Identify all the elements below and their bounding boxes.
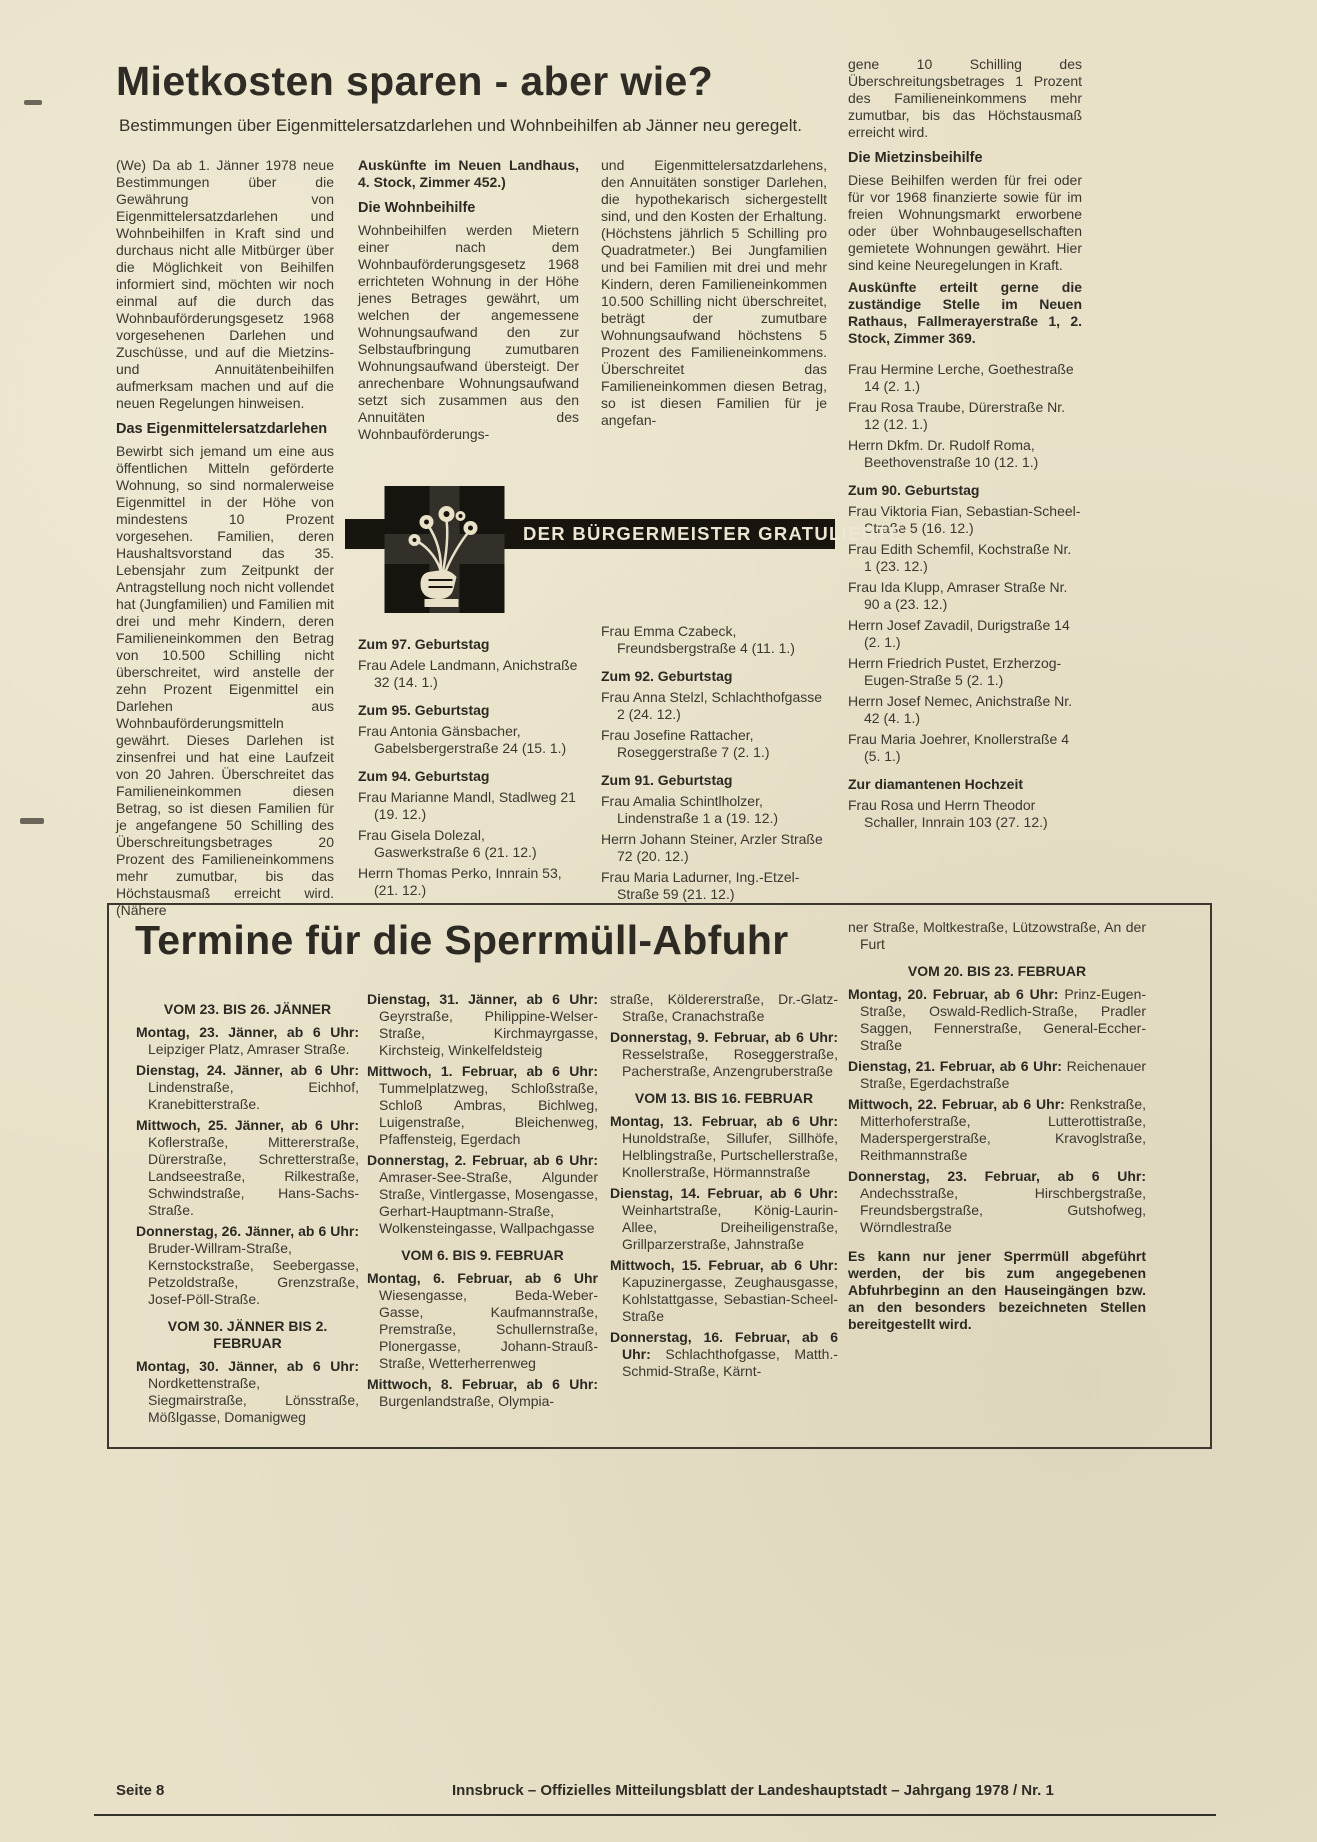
schedule-streets: Resselstraße, Roseggerstraße, Pacherstraße, Anzengruberstraße (622, 1046, 838, 1079)
hand-bouquet-graphic (384, 486, 505, 613)
congrats-entry: Frau Anna Stelzl, Schlachthofgasse 2 (24. 12.) (601, 689, 823, 722)
congrats-entry: Frau Antonia Gänsbacher, Gabelsbergerstraße 24 (15. 1.) (358, 723, 567, 756)
article-subheadline: Bestimmungen über Eigenmittelersatzdarlehen und Wohnbeihilfen ab Jänner neu geregelt. (119, 116, 802, 135)
article-paragraph: Bewirbt sich jemand um eine aus öffentlichen Mitteln geförderte Wohnung, so sind normalerweise Eigenmittel in der Höhe von mindestens 10 Prozent vorgesehen. Familien, deren Haushaltsvorstand das 35. Lebensjahr zum Zeitpunkt der Antragstellung noch nicht vollendet hat (Jungfamilien) und Familien mit drei und mehr Kindern, deren Familieneinkommen den Betrag von 10.500 Schilling nicht überschreitet, wird anstelle der zehn Prozent Eigenmittel ein Darlehen aus Wohnbauförderungsmitteln gewährt. Dieses Darlehen ist zinsenfrei und hat eine Laufzeit von 20 Jahren. Überschreitet das Familieneinkommen diesen Betrag, so ist diesen Familien für je angefangene 50 Schilling des Überschreitungsbetrages 20 Prozent des Familieneinkommens mehr zumutbar, bis das Höchstausmaß erreicht wird. (Nähere (116, 443, 334, 918)
congrats-entry: Frau Emma Czabeck, Freundsbergstraße 4 (11. 1.) (601, 623, 795, 656)
article-paragraph-bold: Auskünfte erteilt gerne die zuständige Stelle im Neuen Rathaus, Fallmerayerstraße 1, 2. Stock, Zimmer 369. (848, 279, 1082, 346)
schedule-streets: straße, Köldererstraße, Dr.-Glatz-Straße, Cranachstraße (610, 991, 838, 1024)
date-range-heading: VOM 20. BIS 23. FEBRUAR (907, 963, 1087, 979)
article-column-2 (358, 157, 579, 448)
article-paragraph: (We) Da ab 1. Jänner 1978 neue Bestimmungen über die Gewährung von Eigenmittelersatzdarlehen und Wohnbeihilfen in Kraft sind und durchaus nicht alle Mitbürger über die Möglichkeit von Beihilfen informiert sind, möchten wir noch einmal auf die durch das Wohnbauförderungsgesetz 1968 vorgesehenen Darlehen und Zuschüsse, und auf die Mietzins- und Annuitätenbeihilfen aufmerksam machen und auf die neuen Regelungen hinweisen. (116, 157, 334, 411)
schedule-day-label: Donnerstag, 23. Februar, ab 6 Uhr: (848, 1168, 1146, 1184)
congrats-entry: Frau Rosa Traube, Dürerstraße Nr. 12 (12. 1.) (848, 399, 1066, 432)
schedule-day-label: Montag, 30. Jänner, ab 6 Uhr: (136, 1358, 359, 1374)
page-number: Seite 8 (116, 1782, 165, 1799)
schedule-day-label: Mittwoch, 1. Februar, ab 6 Uhr: (367, 1063, 598, 1079)
congrats-heading: Zum 97. Geburtstag (358, 636, 490, 652)
schedule-streets: Wiesengasse, Beda-Weber-Gasse, Kaufmannstraße, Premstraße, Schullernstraße, Plonergasse, Johann-Strauß-Straße, Wetterherrenweg (379, 1287, 598, 1371)
congrats-entry: Frau Viktoria Fian, Sebastian-Scheel-Straße 5 (16. 12.) (848, 503, 1081, 536)
schedule-entry (367, 1270, 598, 1372)
schedule-day-label: Montag, 20. Februar, ab 6 Uhr: (848, 986, 1059, 1002)
schedule-streets: Andechsstraße, Hirschbergstraße, Freundsbergstraße, Gutshofweg, Wörndlestraße (860, 1185, 1146, 1235)
sperrmuell-headline: Termine für die Sperrmüll-Abfuhr (135, 917, 789, 963)
article-paragraph: Diese Beihilfen werden für frei oder für vor 1968 finanzierte sowie für im freien Wohnungsmarkt erworbene oder über Wohnbaugesellschaften gemietete Wohnungen gewährt. Hier sind keine Neuregelungen in Kraft. (848, 172, 1082, 273)
congrats-heading: Zum 95. Geburtstag (358, 702, 490, 718)
congrats-entry: Herrn Friedrich Pustet, Erzherzog-Eugen-Straße 5 (2. 1.) (848, 655, 1062, 688)
schedule-entry (848, 1168, 1146, 1236)
bottom-rule (94, 1814, 1216, 1816)
schedule-streets: Hunoldstraße, Sillufer, Sillhöfe, Helblingstraße, Purtschellerstraße, Knollerstraße, Hörmannstraße (622, 1130, 838, 1180)
schedule-day-label: Donnerstag, 9. Februar, ab 6 Uhr: (610, 1029, 838, 1045)
congrats-heading: Zum 91. Geburtstag (601, 772, 733, 788)
article-column-3 (601, 157, 827, 434)
date-range-heading: VOM 13. BIS 16. FEBRUAR (634, 1090, 814, 1106)
schedule-entry (367, 1376, 598, 1410)
date-range-heading: VOM 30. JÄNNER BIS 2. FEBRUAR (167, 1318, 328, 1351)
schedule-entry (610, 1257, 838, 1325)
schedule-entry (848, 1058, 1146, 1092)
subheading-eigenmittelersatzdarlehen: Das Eigenmittelersatzdarlehen (116, 421, 328, 437)
schedule-day-label: Donnerstag, 2. Februar, ab 6 Uhr: (367, 1152, 598, 1168)
schedule-day-label: Mittwoch, 22. Februar, ab 6 Uhr: (848, 1096, 1065, 1112)
congrats-entry: Frau Hermine Lerche, Goethestraße 14 (2. 1.) (848, 361, 1074, 394)
schedule-note: Es kann nur jener Sperrmüll abgeführt werden, der bis zum angegebenen Abfuhrbeginn an den Hauseingängen bzw. an den besonders bezeichneten Stellen bereitgestellt wird. (848, 1248, 1146, 1332)
schedule-entry (136, 1062, 359, 1113)
schedule-streets: Renkstraße, Mitterhoferstraße, Lutterottistraße, Maderspergerstraße, Kravoglstraße, Reithmannstraße (860, 1096, 1147, 1163)
schedule-day-label: Montag, 23. Jänner, ab 6 Uhr: (136, 1024, 359, 1040)
date-range-heading: VOM 23. BIS 26. JÄNNER (163, 1001, 332, 1017)
sperrmuell-box (107, 903, 1212, 1449)
schedule-streets: Burgenlandstraße, Olympia- (379, 1393, 555, 1409)
article-column-4 (848, 56, 1082, 835)
schedule-day-label: Dienstag, 31. Jänner, ab 6 Uhr: (367, 991, 598, 1007)
article-paragraph: gene 10 Schilling des Überschreitungsbetrages 1 Prozent des Familieneinkommens mehr zumutbar, bis das Höchstausmaß erreicht wird. (848, 56, 1082, 140)
schedule-day-label: Montag, 6. Februar, ab 6 Uhr (367, 1270, 598, 1286)
schedule-streets: Amraser-See-Straße, Algunder Straße, Vintlergasse, Mosengasse, Gerhart-Hauptmann-Straße, Wolkensteingasse, Wallpachgasse (379, 1169, 598, 1236)
congrats-entry: Frau Edith Schemfil, Kochstraße Nr. 1 (23. 12.) (848, 541, 1072, 574)
subheading-wohnbeihilfe: Die Wohnbeihilfe (358, 200, 476, 216)
schedule-day-label: Dienstag, 24. Jänner, ab 6 Uhr: (136, 1062, 359, 1078)
schedule-streets: Geyrstraße, Philippine-Welser-Straße, Kirchmayrgasse, Kirchsteig, Winkelfeldsteig (379, 1008, 598, 1058)
congrats-heading: Zur diamantenen Hochzeit (848, 776, 1024, 792)
congrats-entry: Herrn Thomas Perko, Innrain 53, (21. 12.) (358, 865, 562, 898)
congrats-entry: Frau Maria Ladurner, Ing.-Etzel-Straße 59 (21. 12.) (601, 869, 800, 902)
schedule-entry (136, 1223, 359, 1308)
congrats-entry: Frau Marianne Mandl, Stadlweg 21 (19. 12.) (358, 789, 576, 822)
congrats-entry: Frau Amalia Schintlholzer, Lindenstraße 1 a (19. 12.) (601, 793, 779, 826)
schedule-streets: Reichenauer Straße, Egerdachstraße (860, 1058, 1147, 1091)
sperrmuell-column-4 (848, 919, 1146, 1333)
congrats-entry: Herrn Josef Zavadil, Durigstraße 14 (2. 1.) (848, 617, 1070, 650)
schedule-streets: Lindenstraße, Eichhof, Kranebitterstraße. (148, 1079, 359, 1112)
hand-bouquet-icon (384, 486, 505, 613)
schedule-streets: Schlachthofgasse, Matth.-Schmid-Straße, Kärnt- (622, 1346, 838, 1379)
banner-label: DER BÜRGERMEISTER GRATULIERTE (523, 523, 903, 544)
congrats-entry: Frau Gisela Dolezal, Gaswerkstraße 6 (21. 12.) (358, 827, 537, 860)
footer-imprint: Innsbruck – Offizielles Mitteilungsblatt der Landeshauptstadt – Jahrgang 1978 / Nr. 1 (452, 1782, 1054, 1799)
schedule-streets: Kapuzinergasse, Zeughausgasse, Kohlstattgasse, Sebastian-Scheel-Straße (622, 1274, 838, 1324)
schedule-day-label: Dienstag, 14. Februar, ab 6 Uhr: (610, 1185, 838, 1201)
schedule-entry (610, 1329, 838, 1380)
congrats-entry: Herrn Johann Steiner, Arzler Straße 72 (20. 12.) (601, 831, 823, 864)
congrats-entry: Frau Rosa und Herrn Theodor Schaller, Innrain 103 (27. 12.) (848, 797, 1048, 830)
schedule-day-label: Mittwoch, 15. Februar, ab 6 Uhr: (610, 1257, 838, 1273)
schedule-day-label: Mittwoch, 8. Februar, ab 6 Uhr: (367, 1376, 598, 1392)
schedule-streets: Weinhartstraße, König-Laurin-Allee, Dreiheiligenstraße, Grillparzerstraße, Jahnstraße (622, 1202, 838, 1252)
schedule-day-label: Donnerstag, 16. Februar, ab 6 Uhr: (610, 1329, 838, 1362)
schedule-streets: Leipziger Platz, Amraser Straße. (148, 1041, 350, 1057)
schedule-entry (367, 991, 598, 1059)
scan-artifact (24, 100, 42, 105)
article-paragraph-bold: Auskünfte im Neuen Landhaus, 4. Stock, Zimmer 452.) (358, 157, 579, 190)
schedule-day-label: Donnerstag, 26. Jänner, ab 6 Uhr: (136, 1223, 359, 1239)
congrats-entry: Frau Maria Joehrer, Knollerstraße 4 (5. 1.) (848, 731, 1069, 764)
schedule-streets: Prinz-Eugen-Straße, Oswald-Redlich-Straße, Pradler Saggen, Fennerstraße, General-Eccher-Straße (860, 986, 1147, 1053)
schedule-entry (136, 1117, 359, 1219)
schedule-day-label: Montag, 13. Februar, ab 6 Uhr: (610, 1113, 838, 1129)
congrats-heading: Zum 90. Geburtstag (848, 482, 980, 498)
article-paragraph: und Eigenmittelersatzdarlehens, den Annuitäten sonstiger Darlehen, die hypothekarisch sichergestellt sind, und den Kosten der Erhaltung. (Höchstens jährlich 5 Schilling pro Quadratmeter.) Bei Jungfamilien und bei Familien mit drei und mehr Kindern, deren Familieneinkommen 10.500 Schilling nicht überschreitet, beträgt der zumutbare Wohnungsaufwand höchstens 5 Prozent des Familieneinkommens. Überschreitet das Familieneinkommen diesen Betrag, so ist diesen Familien für je angefan- (601, 157, 827, 428)
schedule-entry (848, 986, 1146, 1054)
congrats-heading: Zum 92. Geburtstag (601, 668, 733, 684)
schedule-entry (367, 1063, 598, 1148)
schedule-streets: Tummelplatzweg, Schloßstraße, Schloß Ambras, Bichlweg, Luigenstraße, Bleichenweg, Pfaffensteig, Egerdach (379, 1080, 598, 1147)
schedule-streets: Nordkettenstraße, Siegmairstraße, Lönsstraße, Mößlgasse, Domanigweg (148, 1375, 359, 1425)
schedule-entry (848, 919, 1146, 953)
schedule-day-label: Mittwoch, 25. Jänner, ab 6 Uhr: (136, 1117, 359, 1133)
congrats-entry: Frau Josefine Rattacher, Roseggerstraße 7 (2. 1.) (601, 727, 770, 760)
sperrmuell-column-3 (610, 991, 838, 1384)
schedule-entry (136, 1358, 359, 1426)
article-paragraph: Wohnbeihilfen werden Mietern einer nach dem Wohnbauförderungsgesetz 1968 errichteten Wohnung in der Höhe jenes Betrages gewährt, um welchen der angemessene Wohnungsaufwand den zur Selbstaufbringung zumutbaren Wohnungsaufwand übersteigt. Der anrechenbare Wohnungsaufwand setzt sich zusammen aus den Annuitäten des Wohnbauförderungs- (358, 222, 579, 442)
congratulations-list-middle-left (358, 625, 581, 903)
schedule-entry (610, 1185, 838, 1253)
subheading-mietzinsbeihilfe: Die Mietzinsbeihilfe (848, 150, 983, 166)
congrats-entry: Frau Ida Klupp, Amraser Straße Nr. 90 a (23. 12.) (848, 579, 1068, 612)
schedule-entry (610, 1113, 838, 1181)
congrats-heading: Zum 94. Geburtstag (358, 768, 490, 784)
schedule-entry (367, 1152, 598, 1237)
schedule-streets: ner Straße, Moltkestraße, Lützowstraße, An der Furt (848, 919, 1146, 952)
scan-artifact (20, 818, 44, 824)
schedule-entry (610, 1029, 838, 1080)
sperrmuell-column-2 (367, 991, 598, 1414)
congrats-entry: Herrn Josef Nemec, Anichstraße Nr. 42 (4. 1.) (848, 693, 1073, 726)
congrats-entry: Herrn Dkfm. Dr. Rudolf Roma, Beethovenstraße 10 (12. 1.) (848, 437, 1039, 470)
schedule-day-label: Dienstag, 21. Februar, ab 6 Uhr: (848, 1058, 1062, 1074)
schedule-entry (136, 1024, 359, 1058)
congratulations-list-middle-right (601, 623, 830, 907)
article-headline: Mietkosten sparen - aber wie? (116, 58, 714, 104)
schedule-entry (848, 1096, 1146, 1164)
schedule-entry (610, 991, 838, 1025)
date-range-heading: VOM 6. BIS 9. FEBRUAR (401, 1247, 564, 1263)
article-column-1 (116, 157, 334, 924)
schedule-streets: Bruder-Willram-Straße, Kernstockstraße, Seebergasse, Petzoldstraße, Grenzstraße, Josef-Pöll-Straße. (148, 1240, 359, 1307)
sperrmuell-column-1 (136, 991, 359, 1430)
congratulations-list-right (848, 361, 1082, 831)
schedule-streets: Koflerstraße, Mittererstraße, Dürerstraße, Schretterstraße, Landseestraße, Rilkestraße, Schwindstraße, Hans-Sachs-Straße. (148, 1134, 359, 1218)
congrats-entry: Frau Adele Landmann, Anichstraße 32 (14. 1.) (358, 657, 578, 690)
